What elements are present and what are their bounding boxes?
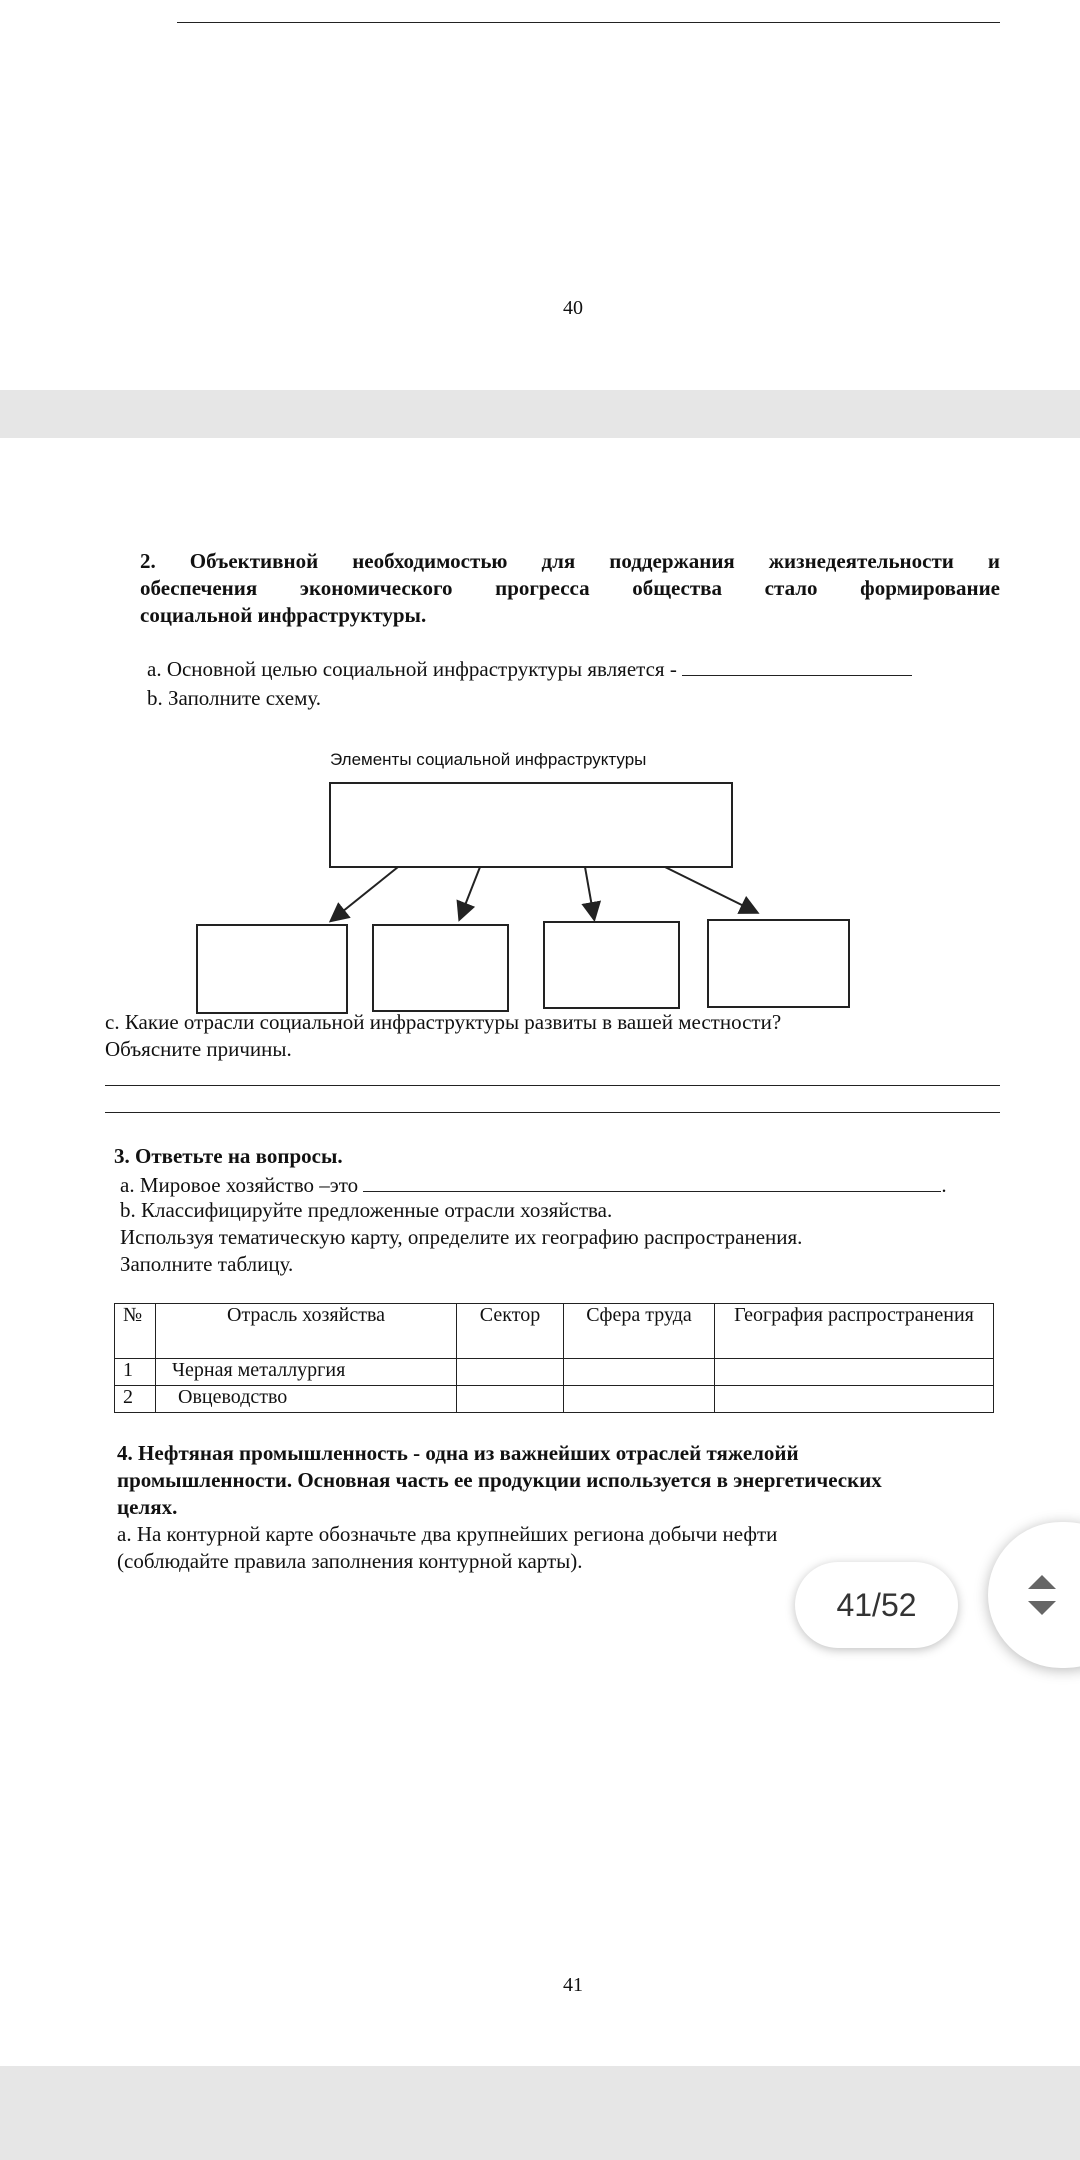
header-cell: География распространения bbox=[715, 1304, 994, 1359]
q3-line4: Заполните таблицу. bbox=[120, 1252, 294, 1276]
q3-item-a-text: a. Мировое хозяйство –это bbox=[120, 1173, 359, 1197]
infrastructure-diagram bbox=[180, 738, 880, 1028]
arrow-up-icon[interactable] bbox=[1028, 1575, 1056, 1589]
row-branch: Овцеводство bbox=[156, 1386, 457, 1413]
diagram-empty-box bbox=[197, 925, 347, 1013]
table-row bbox=[115, 1386, 994, 1413]
diagram-arrow bbox=[460, 867, 480, 918]
arrow-down-icon[interactable] bbox=[1028, 1601, 1056, 1615]
scroll-arrows-icon bbox=[1022, 1565, 1062, 1625]
q3-item-b: b. Классифицируйте предложенные отрасли хозяйства. bbox=[120, 1198, 613, 1222]
header-cell: № bbox=[115, 1304, 156, 1359]
q4-item-a-line2: (соблюдайте правила заполнения контурной карты). bbox=[117, 1549, 583, 1573]
header-cell: Сектор bbox=[457, 1304, 564, 1359]
branches-table bbox=[114, 1303, 994, 1413]
page-number: 41 bbox=[563, 1974, 583, 1996]
q2-title-line: обеспечения экономического прогресса общества стало формирование bbox=[140, 576, 1000, 600]
empty-cell bbox=[715, 1386, 994, 1413]
q4-title-line3: целях. bbox=[117, 1495, 178, 1519]
row-branch: Черная металлургия bbox=[156, 1359, 457, 1386]
diagram-arrow bbox=[332, 867, 398, 920]
answer-line bbox=[105, 1112, 1000, 1113]
row-number: 1 bbox=[115, 1359, 156, 1386]
answer-blank bbox=[363, 1171, 941, 1192]
diagram-arrow bbox=[665, 867, 756, 912]
diagram-empty-box bbox=[373, 925, 508, 1011]
q2-item-a-text: a. Основной целью социальной инфраструктуры является - bbox=[147, 657, 677, 681]
header-cell: Сфера труда bbox=[564, 1304, 715, 1359]
row-number: 2 bbox=[115, 1386, 156, 1413]
answer-line bbox=[105, 1085, 1000, 1086]
empty-cell bbox=[715, 1359, 994, 1386]
q3-item-a bbox=[120, 1171, 947, 1198]
question-4-title: 4. Нефтяная промышленность - одна из важнейших отраслей тяжелойй bbox=[117, 1441, 799, 1465]
q2-item-c-line2: Объясните причины. bbox=[105, 1037, 292, 1061]
page-number: 40 bbox=[563, 297, 583, 319]
answer-blank bbox=[682, 655, 912, 676]
table-header-row bbox=[115, 1304, 994, 1359]
diagram-empty-box bbox=[708, 920, 849, 1007]
q2-title-line: 2. Объективной необходимостью для поддержания жизнедеятельности и bbox=[140, 549, 1000, 573]
empty-cell bbox=[457, 1386, 564, 1413]
page-counter: 41/52 bbox=[795, 1562, 958, 1648]
q2-item-a bbox=[147, 655, 912, 682]
empty-cell bbox=[564, 1386, 715, 1413]
q2-item-c: c. Какие отрасли социальной инфраструктуры развиты в вашей местности? bbox=[105, 1010, 782, 1034]
diagram-title: Элементы социальной инфраструктуры bbox=[330, 750, 647, 769]
q2-title-line: социальной инфраструктуры. bbox=[140, 603, 427, 627]
page-40 bbox=[0, 0, 1080, 390]
q4-title-line2: промышленности. Основная часть ее продукции используется в энергетических bbox=[117, 1468, 882, 1492]
diagram-empty-box bbox=[544, 922, 679, 1008]
question-3-title: 3. Ответьте на вопросы. bbox=[114, 1144, 343, 1168]
empty-cell bbox=[564, 1359, 715, 1386]
q2-item-b: b. Заполните схему. bbox=[147, 686, 322, 710]
table-row bbox=[115, 1359, 994, 1386]
diagram-top-box bbox=[330, 783, 732, 867]
header-cell: Отрасль хозяйства bbox=[156, 1304, 457, 1359]
answer-line bbox=[177, 22, 1000, 23]
question-2-title bbox=[140, 548, 1000, 629]
q4-item-a: a. На контурной карте обозначьте два крупнейших региона добычи нефти bbox=[117, 1522, 778, 1546]
page-41 bbox=[0, 438, 1080, 2066]
empty-cell bbox=[457, 1359, 564, 1386]
diagram-arrow bbox=[585, 867, 594, 918]
q3-line3: Используя тематическую карту, определите их географию распространения. bbox=[120, 1225, 803, 1249]
q3-item-a-end: . bbox=[941, 1173, 947, 1197]
